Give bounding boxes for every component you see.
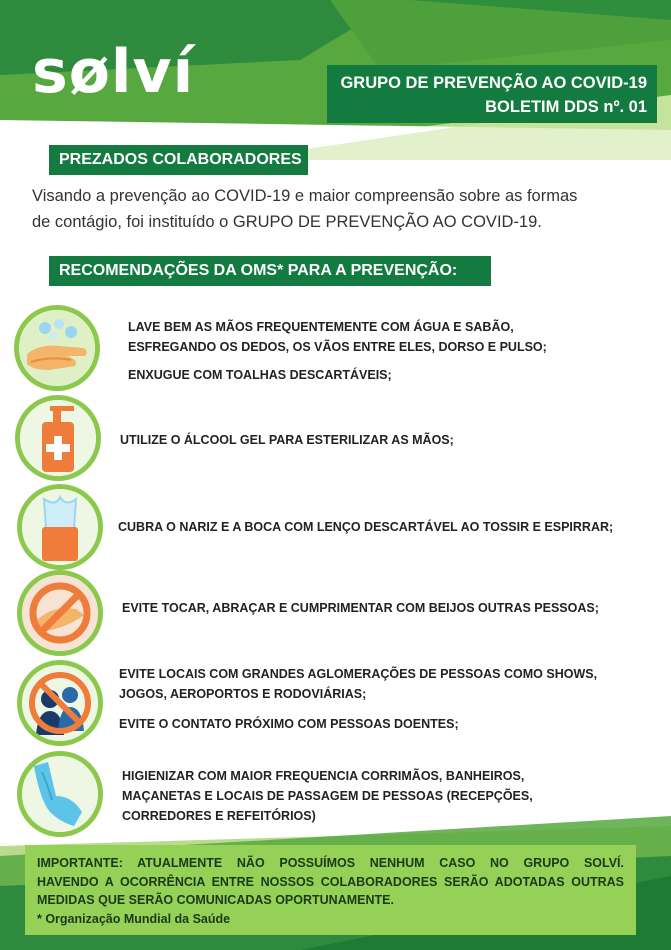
no-crowds-icon bbox=[17, 660, 103, 746]
bulletin-title-line1: GRUPO DE PREVENÇÃO AO COVID-19 bbox=[340, 74, 647, 92]
recommendation-item-2 bbox=[120, 430, 454, 450]
rec3-line1: CUBRA O NARIZ E A BOCA COM LENÇO DESCARTÁVEL AO TOSSIR E ESPIRRAR; bbox=[118, 520, 614, 534]
bulletin-title-line2: BOLETIM DDS nº. 01 bbox=[485, 98, 647, 116]
recommendations-heading: RECOMENDAÇÕES DA OMS* PARA A PREVENÇÃO: bbox=[49, 256, 491, 286]
intro-line1: Visando a prevenção ao COVID-19 e maior compreensão sobre as formas bbox=[32, 187, 578, 205]
bulletin-title bbox=[327, 65, 657, 123]
rec5-line2: JOGOS, AEROPORTOS E RODOVIÁRIAS; bbox=[119, 687, 367, 701]
important-line3: MEDIDAS QUE SERÃO COMUNICADAS OPORTUNAMENTE. bbox=[37, 893, 394, 907]
header-banner bbox=[0, 0, 671, 160]
rec1-line1: LAVE BEM AS MÃOS FREQUENTEMENTE COM ÁGUA E SABÃO, bbox=[128, 320, 514, 334]
who-footnote: * Organização Mundial da Saúde bbox=[37, 911, 231, 926]
important-line1: IMPORTANTE: ATUALMENTE NÃO POSSUÍMOS NENHUM CASO NO GRUPO SOLVÍ. bbox=[37, 856, 624, 870]
rec1-line2: ESFREGANDO OS DEDOS, OS VÃOS ENTRE ELES, DORSO E PULSO; bbox=[128, 340, 547, 354]
recommendation-item-4 bbox=[122, 598, 599, 618]
rec2-line1: UTILIZE O ÁLCOOL GEL PARA ESTERILIZAR AS MÃOS; bbox=[120, 433, 454, 447]
greeting-heading: PREZADOS COLABORADORES bbox=[49, 145, 308, 175]
intro-line2: de contágio, foi instituído o GRUPO DE PREVENÇÃO AO COVID-19. bbox=[32, 213, 542, 231]
important-notice bbox=[25, 845, 636, 935]
rec5-line1: EVITE LOCAIS COM GRANDES AGLOMERAÇÕES DE PESSOAS COMO SHOWS, bbox=[119, 667, 598, 681]
sanitizer-bottle-icon bbox=[15, 395, 101, 481]
recommendation-item-1 bbox=[128, 317, 547, 385]
rec6-line1: HIGIENIZAR COM MAIOR FREQUENCIA CORRIMÃOS, BANHEIROS, bbox=[122, 769, 525, 783]
important-line2: HAVENDO A OCORRÊNCIA ENTRE NOSSOS COLABORADORES SERÃO ADOTADAS OUTRAS bbox=[37, 874, 624, 889]
rec6-line3: CORREDORES E REFEITÓRIOS) bbox=[122, 809, 316, 823]
hand-washing-icon bbox=[14, 305, 100, 391]
rec4-line1: EVITE TOCAR, ABRAÇAR E CUMPRIMENTAR COM BEIJOS OUTRAS PESSOAS; bbox=[122, 601, 599, 615]
recommendation-item-3 bbox=[118, 517, 613, 537]
recommendation-item-5 bbox=[119, 664, 597, 734]
solvi-logo: sølví bbox=[32, 37, 195, 107]
tissue-box-icon bbox=[17, 484, 103, 570]
rec6-line2: MAÇANETAS E LOCAIS DE PASSAGEM DE PESSOAS (RECEPÇÕES, bbox=[122, 789, 533, 803]
no-handshake-icon bbox=[17, 570, 103, 656]
rec1-extra: ENXUGUE COM TOALHAS DESCARTÁVEIS; bbox=[128, 368, 392, 382]
intro-text bbox=[32, 183, 657, 235]
rec5-extra: EVITE O CONTATO PRÓXIMO COM PESSOAS DOENTES; bbox=[119, 717, 459, 731]
